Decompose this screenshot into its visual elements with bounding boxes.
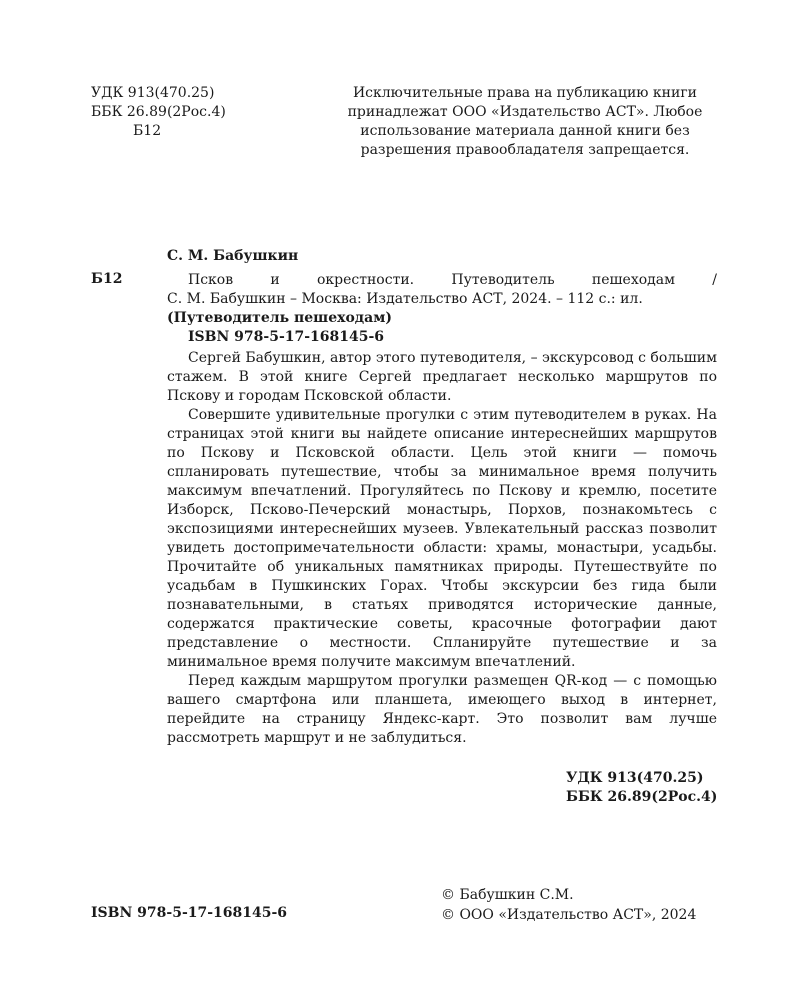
bbk-code: ББК 26.89(2Рос.4) xyxy=(91,104,226,120)
bib-line-title: Псков и окрестности. Путеводитель пешеходам / xyxy=(188,272,717,288)
udk-block-bottom xyxy=(566,769,717,807)
index-margin: Б12 xyxy=(91,271,123,287)
annotation xyxy=(167,349,717,748)
udk-block-top xyxy=(91,84,226,141)
copyright-publisher: © ООО «Издательство АСТ», 2024 xyxy=(441,907,697,923)
rights-notice: Исключительные права на публикацию книги принадлежат ООО «Издательство АСТ». Любое использование материала данной книги без разрешения правообладателя запрещается. xyxy=(347,85,703,158)
isbn-bottom: ISBN 978-5-17-168145-6 xyxy=(91,905,288,921)
bib-line-publisher: С. М. Бабушкин – Москва: Издательство АСТ, 2024. – 112 с.: ил. xyxy=(167,291,643,307)
annotation-paragraph: Перед каждым маршрутом прогулки размещен QR-код — с помощью вашего смартфона или планшета, имеющего выход в интернет, перейдите на страницу Яндекс-карт. Это позволит вам лучше рассмотреть маршрут и не заблудиться. xyxy=(167,673,717,746)
udk-code: УДК 913(470.25) xyxy=(91,85,215,101)
annotation-paragraph: Совершите удивительные прогулки с этим путеводителем в руках. На страницах этой книги вы найдете описание интереснейших маршрутов по Пскову и Псковской области. Цель этой книги — помочь спланировать путешествие, чтобы за минимальное время получить максимум впечатлений. Прогуляйтесь по Пскову и кремлю, посетите Изборск, Псково-Печерский монастырь, Порхов, познакомьтесь с экспозициями интереснейших музеев. Увлекательный рассказ позволит увидеть достопримечательности области: храмы, монастыри, усадьбы. Прочитайте об уникальных памятниках природы. Путешествуйте по усадьбам в Пушкинских Горах. Чтобы экскурсии без гида были познавательными, в статьях приводятся исторические данные, содержатся практические советы, красочные фотографии дают представление о местности. Спланируйте путешествие и за минимальное время получите максимум впечатлений. xyxy=(167,407,717,670)
bbk-code: ББК 26.89(2Рос.4) xyxy=(566,789,718,805)
udk-code: УДК 913(470.25) xyxy=(566,770,704,786)
copyright-author: © Бабушкин С.М. xyxy=(441,887,574,903)
annotation-paragraph: Сергей Бабушкин, автор этого путеводителя, – экскурсовод с большим стажем. В этой книге Сергей предлагает несколько маршрутов по Пскову и городам Псковской области. xyxy=(167,350,717,404)
author-index: Б12 xyxy=(133,123,162,139)
bib-line-series: (Путеводитель пешеходам) xyxy=(167,310,392,326)
isbn-inline: ISBN 978-5-17-168145-6 xyxy=(188,329,385,345)
bibliographic-description xyxy=(167,271,717,328)
copyright-block xyxy=(441,885,696,925)
author-heading: С. М. Бабушкин xyxy=(167,248,299,264)
